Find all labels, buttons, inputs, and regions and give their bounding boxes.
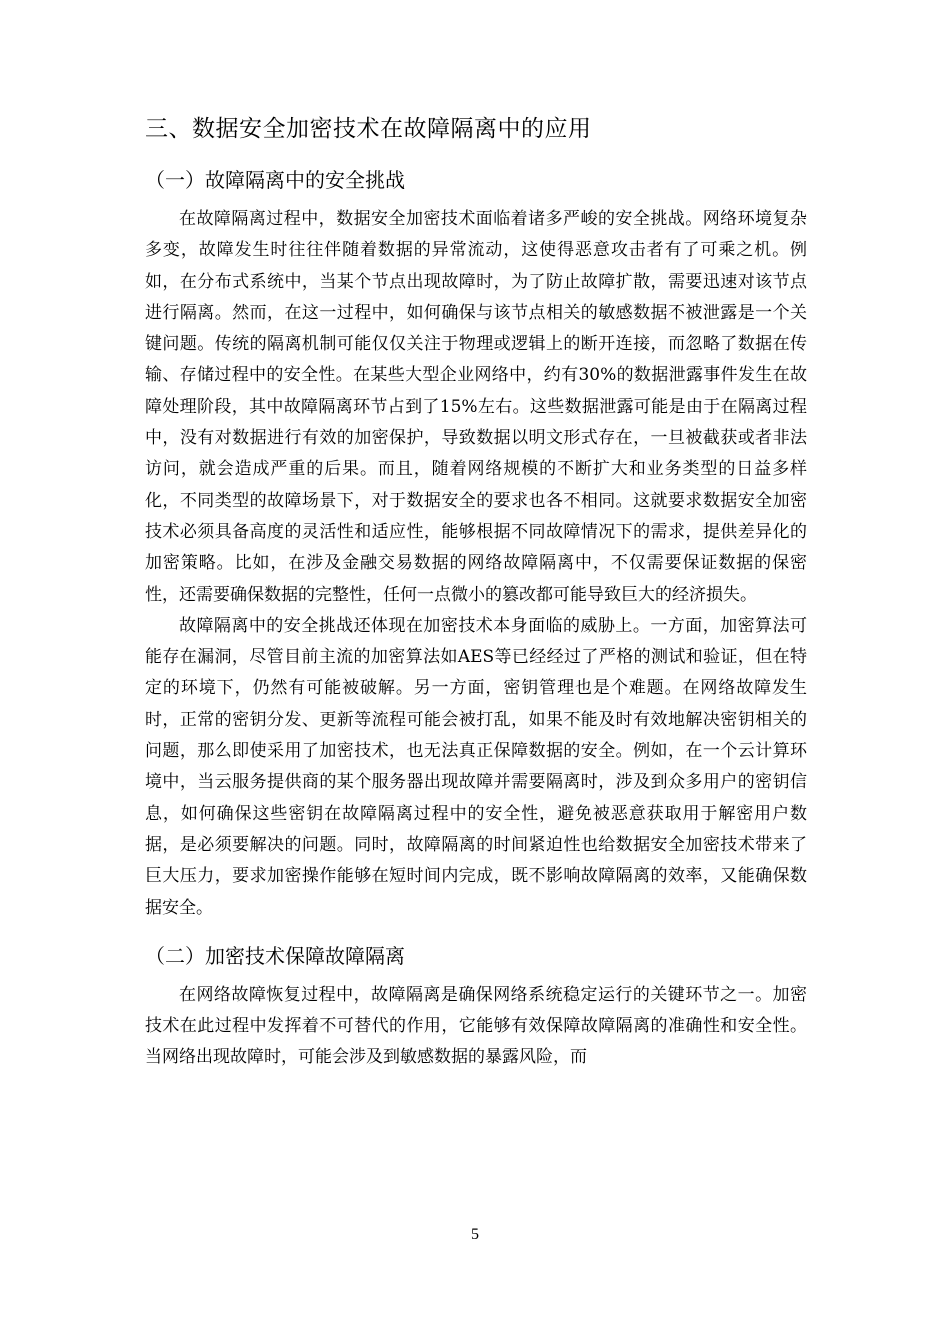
paragraph-2-1: 在网络故障恢复过程中，故障隔离是确保网络系统稳定运行的关键环节之一。加密技术在此过程中发挥着不可替代的作用，它能够有效保障故障隔离的准确性和安全性。当网络出现故障时，可能会涉及到敏感数据的暴露风险，而 bbox=[145, 984, 807, 1068]
paragraph-1-1: 在故障隔离过程中，数据安全加密技术面临着诸多严峻的安全挑战。网络环境复杂多变，故障发生时往往伴随着数据的异常流动，这使得恶意攻击者有了可乘之机。例如，在分布式系统中，当某个节点出现故障时，为了防止故障扩散，需要迅速对该节点进行隔离。然而，在这一过程中，如何确保与该节点相关的敏感数据不被泄露是一个关键问题。传统的隔离机制可能仅仅关注于物理或逻辑上的断开连接，而忽略了数据在传输、存储过程中的安全性。在某些大型企业网络中，约有30%的数据泄露事件发生在故障处理阶段，其中故障隔离环节占到了15%左右。这些数据泄露可能是由于在隔离过程中，没有对数据进行有效的加密保护，导致数据以明文形式存在，一旦被截获或者非法访问，就会造成严重的后果。而且，随着网络规模的不断扩大和业务类型的日益多样化，不同类型的故障场景下，对于数据安全的要求也各不相同。这就要求数据安全加密技术必须具备高度的灵活性和适应性，能够根据不同故障情况下的需求，提供差异化的加密策略。比如，在涉及金融交易数据的网络故障隔离中，不仅需要保证数据的保密性，还需要确保数据的完整性，任何一点微小的篡改都可能导致巨大的经济损失。 bbox=[145, 209, 807, 605]
section-heading-1: （一）故障隔离中的安全挑战 bbox=[145, 168, 405, 192]
page-content bbox=[145, 112, 807, 1074]
chapter-title: 三、数据安全加密技术在故障隔离中的应用 bbox=[145, 116, 592, 142]
page-number: 5 bbox=[471, 1226, 479, 1243]
paragraph-1-2: 故障隔离中的安全挑战还体现在加密技术本身面临的威胁上。一方面，加密算法可能存在漏洞，尽管目前主流的加密算法如AES等已经经过了严格的测试和验证，但在特定的环境下，仍然有可能被破解。另一方面，密钥管理也是个难题。在网络故障发生时，正常的密钥分发、更新等流程可能会被打乱，如果不能及时有效地解决密钥相关的问题，那么即使采用了加密技术，也无法真正保障数据的安全。例如，在一个云计算环境中，当云服务提供商的某个服务器出现故障并需要隔离时，涉及到众多用户的密钥信息，如何确保这些密钥在故障隔离过程中的安全性，避免被恶意获取用于解密用户数据，是必须要解决的问题。同时，故障隔离的时间紧迫性也给数据安全加密技术带来了巨大压力，要求加密操作能够在短时间内完成，既不影响故障隔离的效率，又能确保数据安全。 bbox=[145, 615, 807, 918]
section-heading-2: （二）加密技术保障故障隔离 bbox=[145, 943, 405, 968]
